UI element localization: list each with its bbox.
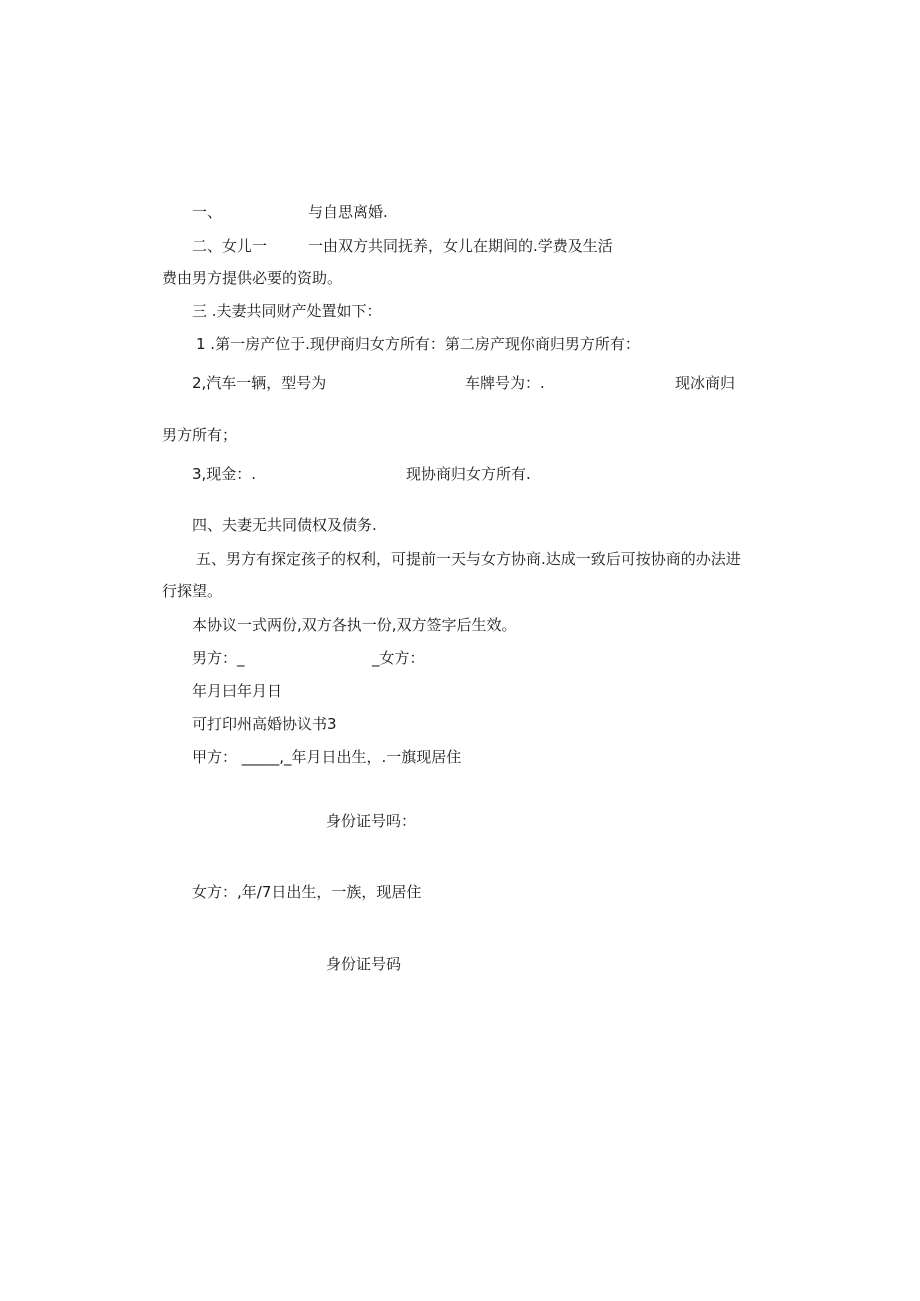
clause-3-item-2-continuation: 男方所有； bbox=[162, 426, 238, 444]
clause-3-item-3-tail: 现协商归女方所有. bbox=[406, 465, 531, 483]
clause-1-number: 一、 bbox=[192, 203, 223, 221]
clause-3-item-2-plate: 车牌号为：. bbox=[465, 374, 545, 392]
signature-dates: 年月曰年月日 bbox=[192, 682, 283, 700]
clause-2-text: 一由双方共同抚养，女儿在期间的.学费及生活 bbox=[308, 237, 613, 255]
clause-5-continuation: 行探望。 bbox=[162, 582, 223, 600]
clause-3-heading: 三 .夫妻共同财产处置如下： bbox=[192, 302, 382, 320]
clause-5-text: 五、男方有探定孩子的权利，可提前一天与女方协商.达成一致后可按协商的办法进 bbox=[196, 550, 741, 568]
clause-3-item-1: 1 .第一房产位于.现伊商归女方所有：第二房产现你商归男方所有： bbox=[196, 335, 640, 353]
clause-1-text: 与自思离婚. bbox=[308, 203, 388, 221]
party-b-info: 女方：,年/7日出生，一族，现居住 bbox=[192, 883, 422, 901]
clause-3-item-3-lead: 3,现金：. bbox=[192, 465, 257, 483]
clause-4-text: 四、夫妻无共同债权及债务. bbox=[192, 516, 377, 534]
clause-2-lead: 二、女儿一 bbox=[192, 237, 268, 255]
clause-2-continuation: 费由男方提供必要的资助。 bbox=[162, 269, 343, 287]
closing-statement: 本协议一式两份,双方各执一份,双方签字后生效。 bbox=[192, 616, 517, 634]
party-a-info: 甲方： _____,_年月日出生，.一旗现居住 bbox=[192, 748, 462, 766]
party-a-id-label: 身份证号吗： bbox=[326, 812, 417, 830]
signature-husband: 男方：_ bbox=[192, 649, 245, 667]
party-b-id-label: 身份证号码 bbox=[326, 955, 402, 973]
clause-3-item-2-tail: 现冰商归 bbox=[675, 374, 736, 392]
clause-3-item-2-lead: 2,汽车一辆，型号为 bbox=[192, 374, 327, 392]
signature-wife: _女方： bbox=[372, 649, 425, 667]
next-agreement-title: 可打印州高婚协议书3 bbox=[192, 715, 337, 733]
